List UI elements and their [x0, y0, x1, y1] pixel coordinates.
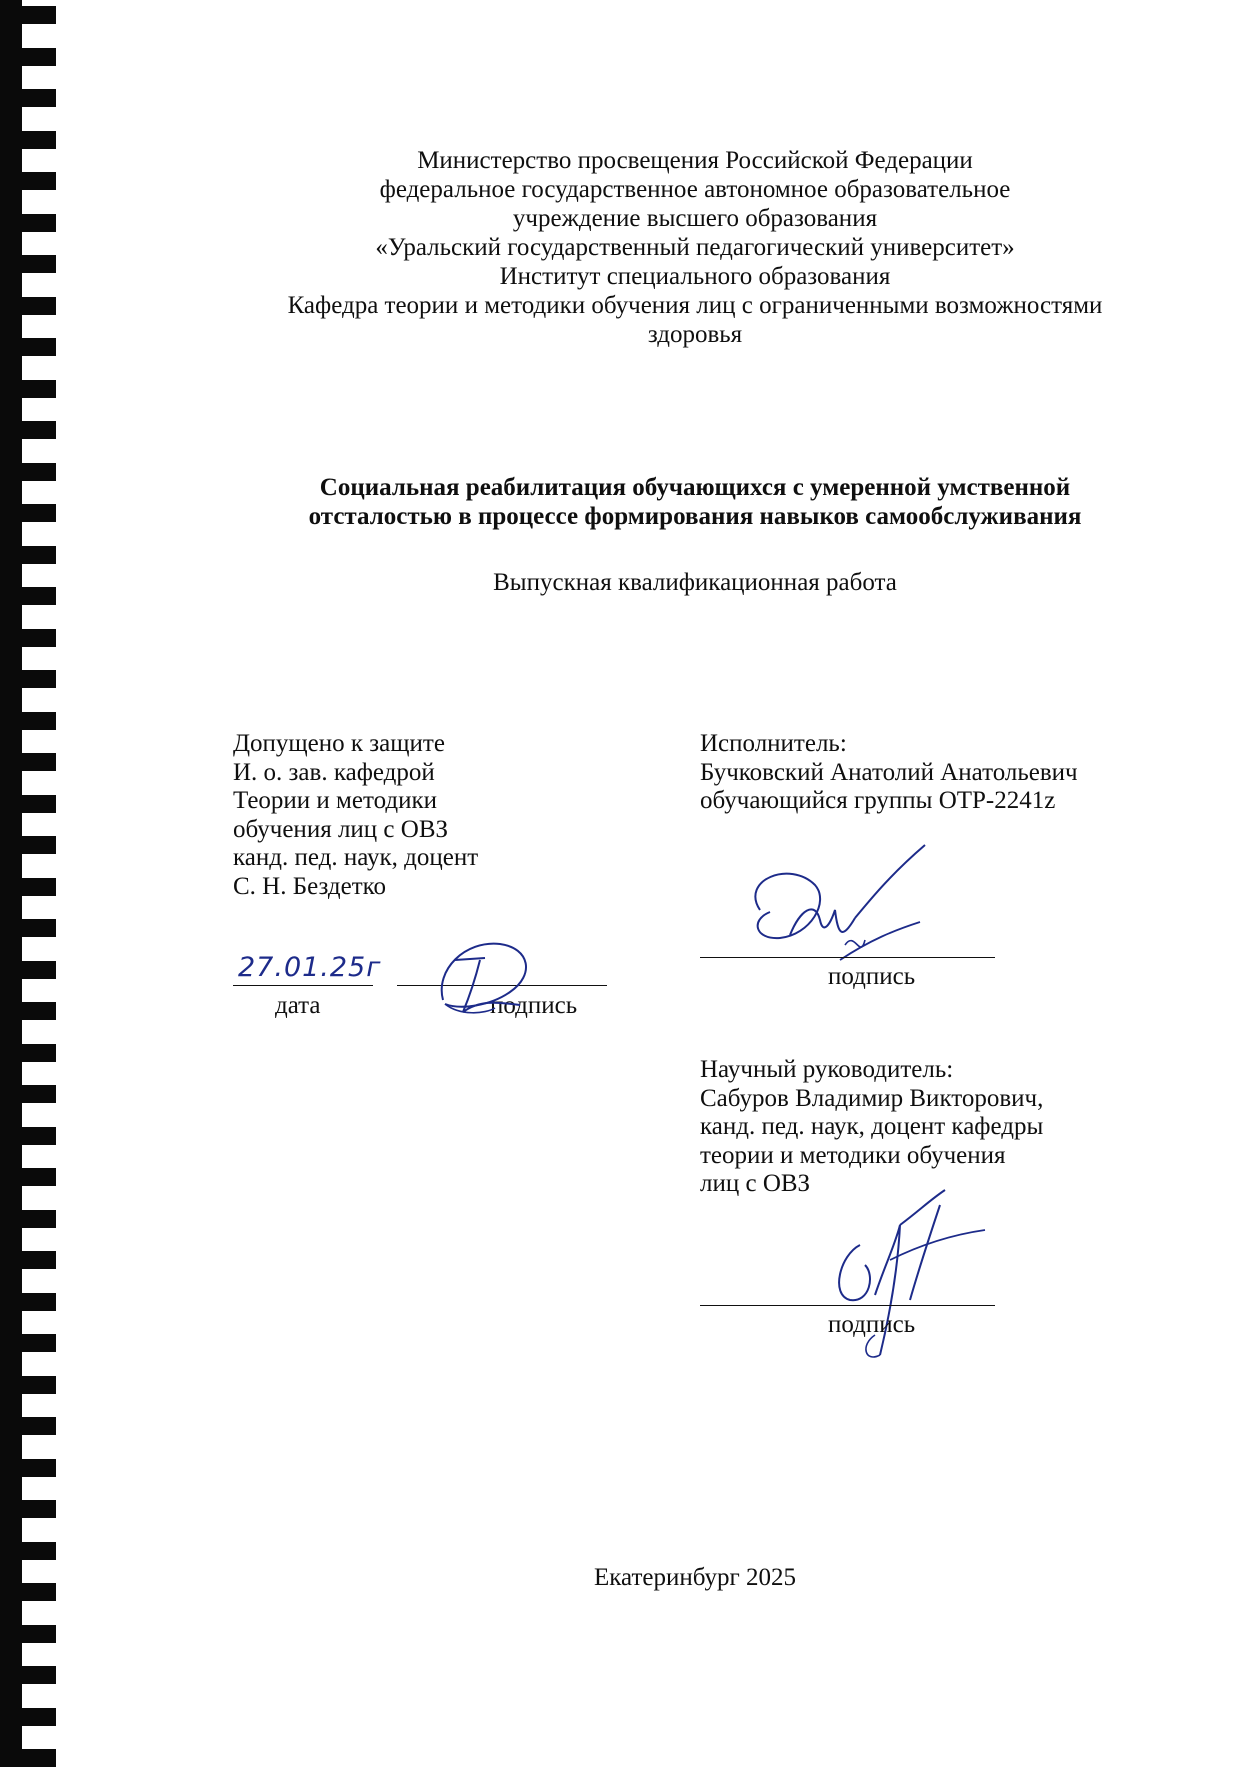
binding-tooth — [0, 878, 56, 896]
binding-tooth — [0, 546, 56, 564]
binding-tooth — [0, 1625, 56, 1643]
binding-tooth — [0, 338, 56, 356]
binding-tooth — [0, 836, 56, 854]
executor-signature-line — [700, 957, 995, 958]
institution-header — [200, 146, 1190, 349]
executor-signature-caption: подпись — [828, 963, 916, 990]
supervisor-name: Сабуров Владимир Викторович, — [700, 1084, 1044, 1112]
binding-tooth — [0, 1334, 56, 1352]
supervisor-signature-line — [700, 1305, 995, 1306]
binding-tooth — [0, 961, 56, 979]
binding-tooth — [0, 6, 56, 24]
supervisor-signature-caption: подпись — [828, 1311, 916, 1338]
binding-tooth — [0, 1251, 56, 1269]
binding-tooth — [0, 1666, 56, 1684]
binding-tooth — [0, 629, 56, 647]
binding-tooth — [0, 1708, 56, 1726]
supervisor-heading: Научный руководитель: — [700, 1056, 954, 1083]
header-department-cont: здоровья — [647, 321, 743, 348]
binding-tooth — [0, 795, 56, 813]
binding-tooth — [0, 48, 56, 66]
executor-heading: Исполнитель: — [700, 730, 847, 757]
work-type — [200, 568, 1190, 597]
admission-signature-caption: подпись — [490, 992, 578, 1019]
executor-block — [700, 730, 1180, 816]
header-department: Кафедра теории и методики обучения лиц с ограниченными возможностями — [287, 292, 1103, 319]
header-ministry: Министерство просвещения Российской Федерации — [417, 147, 973, 174]
binding-tooth — [0, 1583, 56, 1601]
header-university: «Уральский государственный педагогический университет» — [375, 234, 1015, 261]
binding-tooth — [0, 504, 56, 522]
header-institution-type: федеральное государственное автономное образовательное — [379, 176, 1011, 203]
admission-line-3: Теории и методики — [233, 787, 437, 814]
binding-tooth — [0, 1210, 56, 1228]
supervisor-block — [700, 1056, 1180, 1199]
binding-tooth — [0, 670, 56, 688]
binding-tooth — [0, 421, 56, 439]
date-caption: дата — [275, 992, 321, 1019]
binding-tooth — [0, 380, 56, 398]
binding-tooth — [0, 463, 56, 481]
admission-line-1: Допущено к защите — [233, 730, 445, 757]
binding-tooth — [0, 712, 56, 730]
city-year-label: Екатеринбург 2025 — [593, 1564, 797, 1591]
city-year — [200, 1563, 1190, 1592]
handwritten-date: 27.01.25г — [238, 952, 382, 983]
binding-tooth — [0, 1002, 56, 1020]
thesis-title-line-1: Социальная реабилитация обучающихся с умеренной умственной — [319, 474, 1071, 501]
binding-tooth — [0, 172, 56, 190]
binding-tooth — [0, 1127, 56, 1145]
binding-tooth — [0, 1459, 56, 1477]
date-line — [233, 985, 373, 986]
supervisor-signature-icon — [780, 1185, 990, 1370]
header-institution-level: учреждение высшего образования — [512, 205, 878, 232]
supervisor-department-cont: лиц с ОВЗ — [700, 1170, 811, 1197]
binding-tooth — [0, 131, 56, 149]
spiral-binding — [0, 0, 60, 1754]
binding-tooth — [0, 753, 56, 771]
binding-tooth — [0, 1376, 56, 1394]
binding-tooth — [0, 214, 56, 232]
admission-line-2: И. о. зав. кафедрой — [233, 758, 435, 786]
executor-group: обучающийся группы ОТР-2241z — [700, 787, 1056, 814]
binding-tooth — [0, 1293, 56, 1311]
binding-tooth — [0, 1044, 56, 1062]
admission-line-4: обучения лиц с ОВЗ — [233, 815, 449, 843]
thesis-title-line-2: отсталостью в процессе формирования навыков самообслуживания — [308, 503, 1082, 530]
supervisor-degree: канд. пед. наук, доцент кафедры — [700, 1113, 1044, 1140]
binding-tooth — [0, 1085, 56, 1103]
binding-tooth — [0, 255, 56, 273]
executor-signature-icon — [720, 840, 940, 980]
binding-tooth — [0, 297, 56, 315]
binding-tooth — [0, 89, 56, 107]
binding-tooth — [0, 587, 56, 605]
header-institute: Институт специального образования — [499, 263, 891, 290]
binding-tooth — [0, 1542, 56, 1560]
admission-signature-icon — [425, 930, 545, 1020]
admission-line-6: С. Н. Бездетко — [233, 872, 387, 900]
work-type-label: Выпускная квалификационная работа — [493, 569, 897, 596]
binding-tooth — [0, 1500, 56, 1518]
admission-block — [233, 730, 593, 901]
binding-tooth — [0, 919, 56, 937]
binding-tooth — [0, 1749, 56, 1767]
admission-line-5: канд. пед. наук, доцент — [233, 844, 479, 871]
thesis-title — [200, 473, 1190, 531]
binding-tooth — [0, 1168, 56, 1186]
executor-name: Бучковский Анатолий Анатольевич — [700, 758, 1078, 786]
supervisor-department: теории и методики обучения — [700, 1141, 1006, 1169]
binding-tooth — [0, 1417, 56, 1435]
